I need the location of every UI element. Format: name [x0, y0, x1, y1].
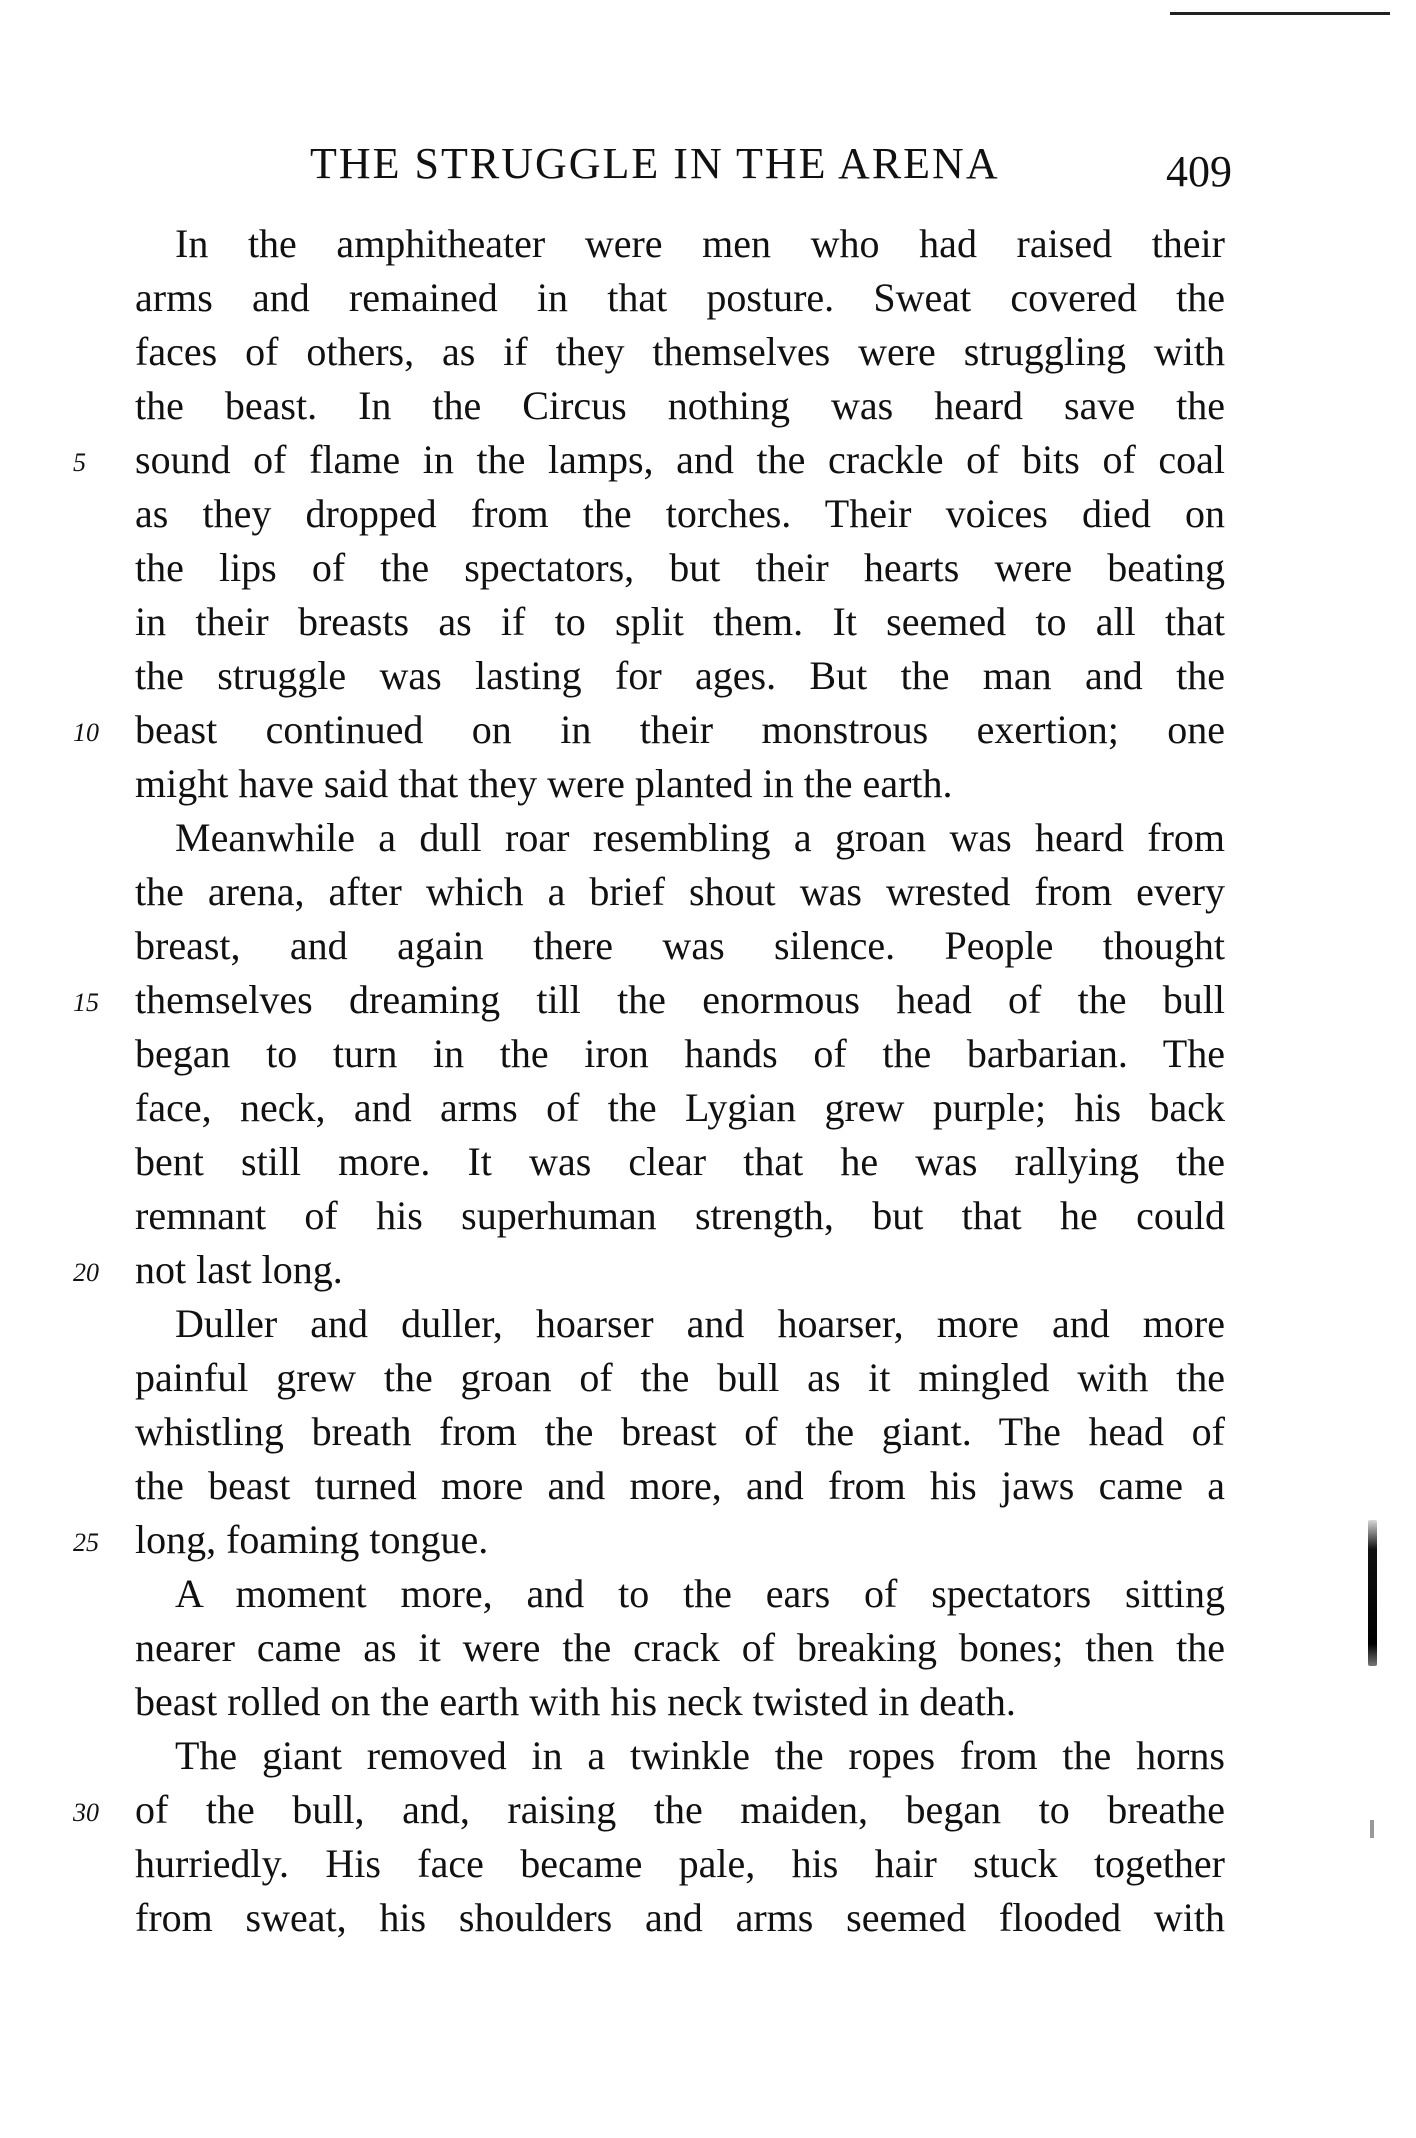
text-line — [135, 541, 1225, 595]
line-text: as they dropped from the torches. Their voices died on — [135, 491, 1225, 536]
line-text: themselves dreaming till the enormous head of the bull — [135, 977, 1225, 1022]
text-line — [73, 1243, 1225, 1297]
text-line — [73, 703, 1225, 757]
line-text: the beast. In the Circus nothing was heard save the — [135, 383, 1225, 428]
text-line — [135, 325, 1225, 379]
text-line — [135, 595, 1225, 649]
line-text: A moment more, and to the ears of spectators sitting — [175, 1571, 1225, 1616]
running-head: THE STRUGGLE IN THE ARENA — [310, 139, 1000, 188]
line-text: the arena, after which a brief shout was wrested from every — [135, 869, 1225, 914]
text-line — [135, 1081, 1225, 1135]
line-text: began to turn in the iron hands of the barbarian. The — [135, 1031, 1225, 1076]
text-line — [135, 649, 1225, 703]
line-text: arms and remained in that posture. Sweat covered the — [135, 275, 1225, 320]
margin-speck — [1370, 1820, 1374, 1838]
line-text: Duller and duller, hoarser and hoarser, more and more — [175, 1301, 1225, 1346]
text-line — [135, 1621, 1225, 1675]
line-text: in their breasts as if to split them. It seemed to all that — [135, 599, 1225, 644]
text-line — [135, 1135, 1225, 1189]
line-text: beast continued on in their monstrous exertion; one — [135, 707, 1225, 752]
line-number: 25 — [73, 1528, 99, 1557]
text-line — [135, 919, 1225, 973]
line-text: the struggle was lasting for ages. But the man and the — [135, 653, 1225, 698]
top-rule — [1170, 12, 1390, 15]
line-text: whistling breath from the breast of the giant. The head of — [135, 1409, 1225, 1454]
line-text: nearer came as it were the crack of breaking bones; then the — [135, 1625, 1225, 1670]
line-text: long, foaming tongue. — [135, 1517, 489, 1562]
line-text: from sweat, his shoulders and arms seemed flooded with — [135, 1895, 1225, 1940]
line-number: 30 — [73, 1798, 99, 1827]
text-line — [135, 811, 1225, 865]
line-text: remnant of his superhuman strength, but that he could — [135, 1193, 1225, 1238]
line-text: In the amphitheater were men who had raised their — [175, 221, 1225, 266]
line-text: painful grew the groan of the bull as it mingled with the — [135, 1355, 1225, 1400]
text-line — [135, 217, 1225, 271]
line-text: The giant removed in a twinkle the ropes from the horns — [175, 1733, 1225, 1778]
line-number: 5 — [73, 448, 86, 477]
page-number: 409 — [1166, 147, 1232, 196]
text-line — [135, 865, 1225, 919]
line-text: hurriedly. His face became pale, his hair stuck together — [135, 1841, 1225, 1886]
line-text: faces of others, as if they themselves were struggling with — [135, 329, 1225, 374]
text-line — [135, 1891, 1225, 1945]
text-line — [135, 1459, 1225, 1513]
margin-ink-mark — [1368, 1520, 1377, 1666]
line-text: beast rolled on the earth with his neck twisted in death. — [135, 1679, 1016, 1724]
line-text: of the bull, and, raising the maiden, began to breathe — [135, 1787, 1225, 1832]
line-text: might have said that they were planted in the earth. — [135, 761, 953, 806]
text-line — [73, 1513, 1225, 1567]
text-line — [135, 757, 1225, 811]
text-line — [135, 1837, 1225, 1891]
line-text: Meanwhile a dull roar resembling a groan was heard from — [175, 815, 1225, 860]
text-line — [135, 379, 1225, 433]
text-line — [135, 271, 1225, 325]
line-text: the lips of the spectators, but their hearts were beating — [135, 545, 1225, 590]
text-line — [135, 487, 1225, 541]
text-line — [135, 1405, 1225, 1459]
text-line — [73, 1783, 1225, 1837]
line-number: 10 — [73, 718, 99, 747]
line-text: not last long. — [135, 1247, 343, 1292]
text-line — [73, 973, 1225, 1027]
text-line — [135, 1567, 1225, 1621]
line-number: 20 — [73, 1258, 99, 1287]
line-text: breast, and again there was silence. People thought — [135, 923, 1225, 968]
text-line — [135, 1189, 1225, 1243]
text-line — [135, 1675, 1225, 1729]
text-line — [73, 433, 1225, 487]
line-text: face, neck, and arms of the Lygian grew purple; his back — [135, 1085, 1225, 1130]
line-text: the beast turned more and more, and from his jaws came a — [135, 1463, 1225, 1508]
body-text — [73, 217, 1225, 1945]
line-text: sound of flame in the lamps, and the crackle of bits of coal — [135, 437, 1225, 482]
text-line — [135, 1027, 1225, 1081]
text-line — [135, 1729, 1225, 1783]
line-number: 15 — [73, 988, 99, 1017]
text-line — [135, 1297, 1225, 1351]
text-line — [135, 1351, 1225, 1405]
line-text: bent still more. It was clear that he was rallying the — [135, 1139, 1225, 1184]
